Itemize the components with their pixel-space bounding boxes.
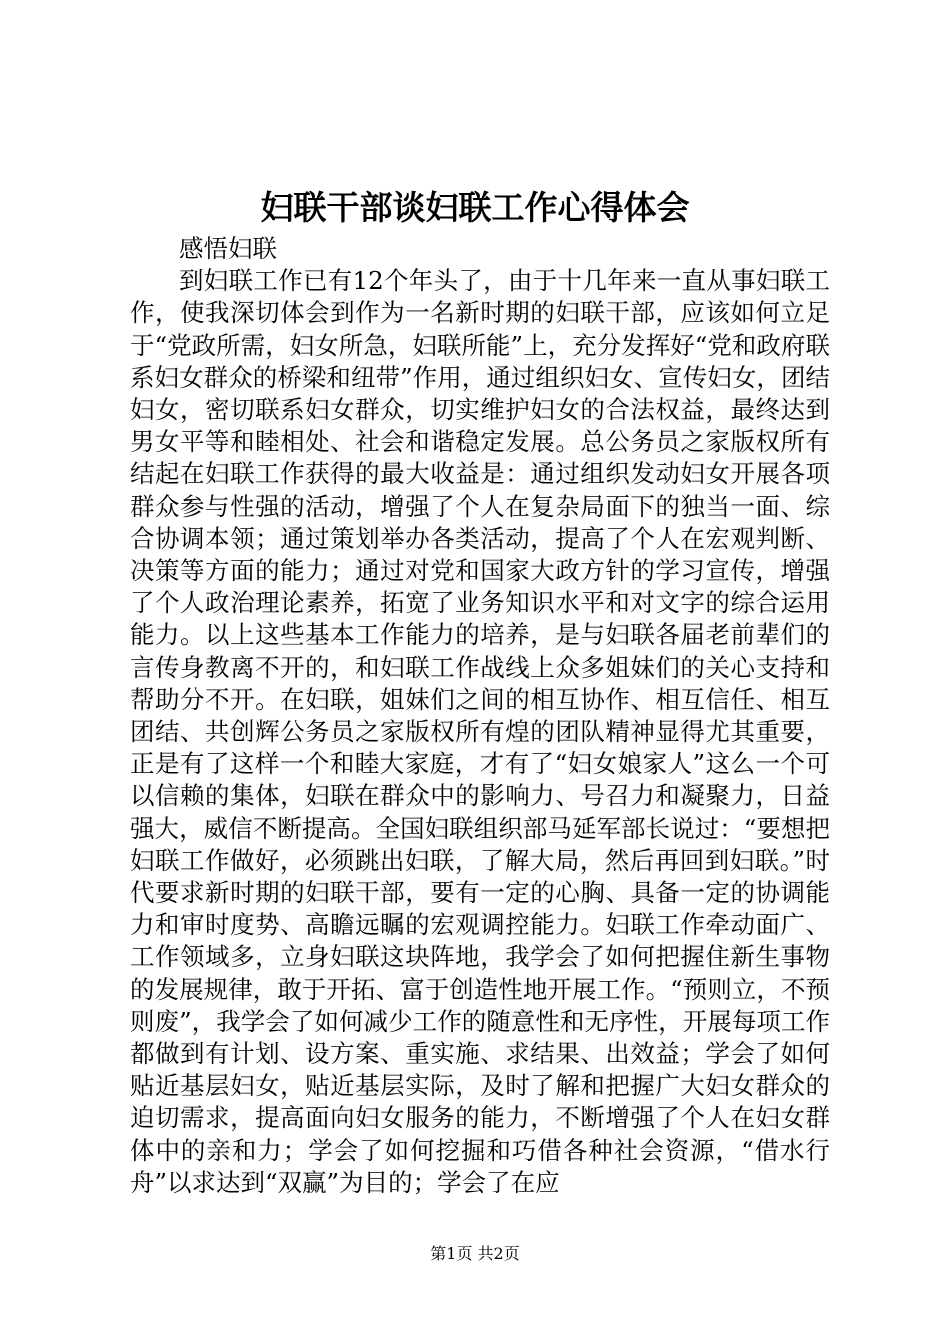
body-paragraph: 到妇联工作已有12个年头了，由于十几年来一直从事妇联工作，使我深切体会到作为一名新时期的妇联干部，应该如何立足于“党政所需，妇女所急，妇联所能”上，充分发挥好“党和政府联系妇女群众的桥梁和纽带”作用，通过组织妇女、宣传妇女，团结妇女，密切联系妇女群众，切实维护妇女的合法权益，最终达到男女平等和睦相处、社会和谐稳定发展。总公务员之家版权所有结起在妇联工作获得的最大收益是：通过组织发动妇女开展各项群众参与性强的活动，增强了个人在复杂局面下的独当一面、综合协调本领；通过策划举办各类活动，提高了个人在宏观判断、决策等方面的能力；通过对党和国家大政方针的学习宣传，增强了个人政治理论素养，拓宽了业务知识水平和对文字的综合运用能力。以上这些基本工作能力的培养，是与妇联各届老前辈们的言传身教离不开的，和妇联工作战线上众多姐妹们的关心支持和帮助分不开。在妇联，姐妹们之间的相互协作、相互信任、相互团结、共创辉公务员之家版权所有煌的团队精神显得尤其重要，正是有了这样一个和睦大家庭，才有了“妇女娘家人”这么一个可以信赖的集体，妇联在群众中的影响力、号召力和凝聚力，日益强大，威信不断提高。全国妇联组织部马延军部长说过：“要想把妇联工作做好，必须跳出妇联，了解大局，然后再回到妇联。”时代要求新时期的妇联干部，要有一定的心胸、具备一定的协调能力和审时度势、高瞻远瞩的宏观调控能力。妇联工作牵动面广、工作领域多，立身妇联这块阵地，我学会了如何把握住新生事物的发展规律，敢于开拓、富于创造性地开展工作。“预则立，不预则废”，我学会了如何减少工作的随意性和无序性，开展每项工作都做到有计划、设方案、重实施、求结果、出效益；学会了如何贴近基层妇女，贴近基层实际，及时了解和把握广大妇女群众的迫切需求，提高面向妇女服务的能力，不断增强了个人在妇女群体中的亲和力；学会了如何挖掘和巧借各种社会资源，“借水行舟”以求达到“双赢”为目的；学会了在应 [130, 266, 830, 1197]
document-title: 妇联干部谈妇联工作心得体会 [260, 188, 690, 227]
page-number-footer: 第1页 共2页 [430, 1244, 520, 1263]
section-subheading: 感悟妇联 [179, 234, 277, 263]
document-body [130, 233, 830, 1199]
